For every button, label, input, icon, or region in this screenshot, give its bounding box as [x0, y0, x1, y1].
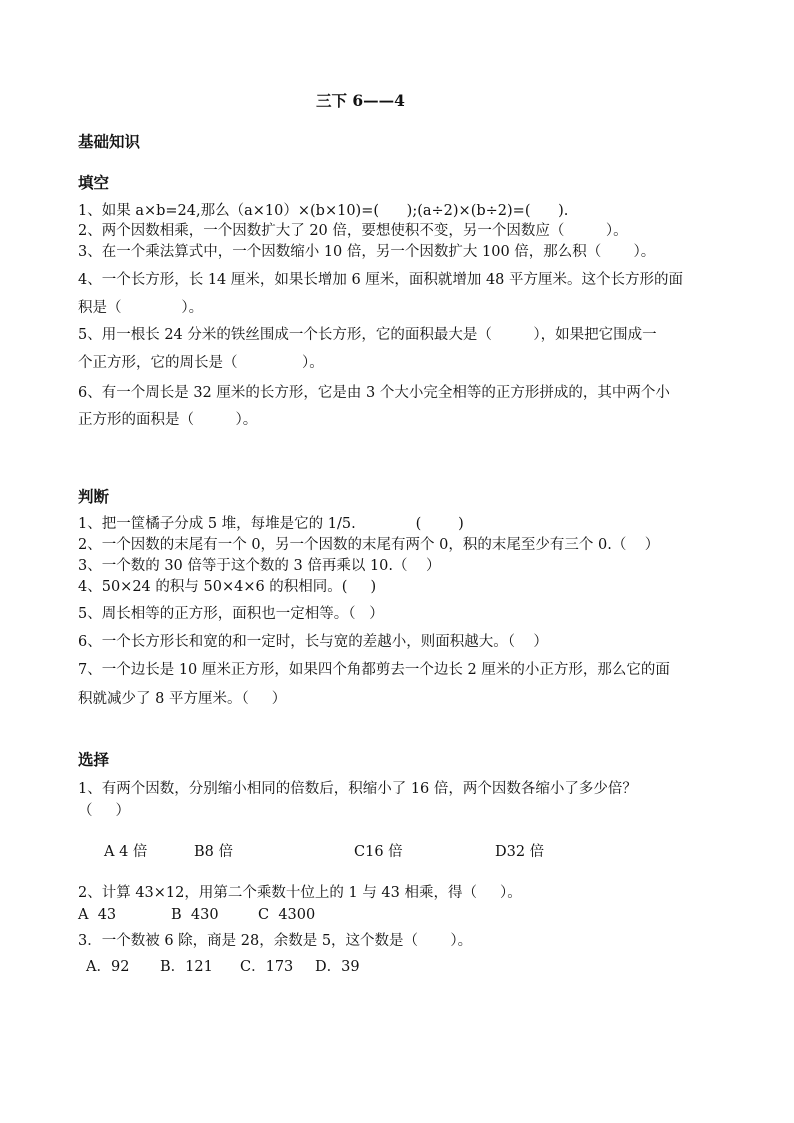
choice-3-option-a: A．92	[86, 959, 130, 975]
fill-question-2: 2、两个因数相乘，一个因数扩大了 20 倍，要想使积不变，另一个因数应（ ）。	[78, 223, 628, 239]
fill-question-5-line-1: 5、用一根长 24 分米的铁丝围成一个长方形，它的面积最大是（ ），如果把它围成一	[78, 327, 657, 343]
judge-question-6: 6、一个长方形长和宽的和一定时，长与宽的差越小，则面积越大。（ ）	[78, 634, 548, 650]
choice-1-option-b: B8 倍	[194, 844, 233, 860]
judge-question-4: 4、50×24 的积与 50×4×6 的积相同。( )	[78, 579, 377, 595]
choice-question-1-line-2: （ ）	[78, 803, 131, 819]
choice-1-option-d: D32 倍	[495, 844, 545, 860]
choice-3-option-d: D．39	[315, 959, 360, 975]
fill-question-4-line-2: 积是（ ）。	[78, 300, 204, 316]
judge-question-7-line-1: 7、一个边长是 10 厘米正方形，如果四个角都剪去一个边长 2 厘米的小正方形，那么它的面	[78, 662, 670, 678]
fill-heading: 填空	[78, 173, 110, 192]
judge-question-1: 1、把一筐橘子分成 5 堆，每堆是它的 1/5. ( )	[78, 516, 464, 532]
choice-1-option-a: A 4 倍	[104, 844, 148, 860]
judge-question-7-line-2: 积就减少了 8 平方厘米。（ ）	[78, 691, 287, 707]
choice-3-option-c: C．173	[240, 959, 294, 975]
choice-question-2: 2、计算 43×12，用第二个乘数十位上的 1 与 43 相乘，得（ ）。	[78, 885, 522, 901]
choice-3-option-b: B．121	[160, 959, 213, 975]
judge-question-5: 5、周长相等的正方形，面积也一定相等。（ ）	[78, 606, 384, 622]
choice-1-option-c: C16 倍	[354, 844, 403, 860]
judge-question-2: 2、一个因数的末尾有一个 0，另一个因数的末尾有两个 0，积的末尾至少有三个 0.（ ）	[78, 537, 660, 553]
section-basic-knowledge: 基础知识	[78, 132, 141, 151]
fill-question-6-line-1: 6、有一个周长是 32 厘米的长方形，它是由 3 个大小完全相等的正方形拼成的，其中两个小	[78, 385, 670, 401]
fill-question-1: 1、如果 a×b=24,那么（a×10）×(b×10)=( );(a÷2)×(b÷2)=( ).	[78, 203, 569, 219]
judge-heading: 判断	[78, 487, 110, 506]
choice-2-option-b: B 430	[171, 907, 219, 923]
judge-question-3: 3、一个数的 30 倍等于这个数的 3 倍再乘以 10.（ ）	[78, 558, 441, 574]
choice-question-3: 3．一个数被 6 除，商是 28，余数是 5，这个数是（ ）。	[78, 933, 473, 949]
fill-question-4-line-1: 4、一个长方形，长 14 厘米，如果长增加 6 厘米，面积就增加 48 平方厘米。这个长方形的面	[78, 272, 684, 288]
page-title: 三下 6——4	[316, 91, 405, 110]
choice-2-option-c: C 4300	[258, 907, 316, 923]
fill-question-5-line-2: 个正方形，它的周长是（ ）。	[78, 355, 324, 371]
choice-question-1-line-1: 1、有两个因数，分别缩小相同的倍数后，积缩小了 16 倍，两个因数各缩小了多少倍？	[78, 781, 637, 797]
fill-question-6-line-2: 正方形的面积是（ ）。	[78, 412, 258, 428]
choice-2-option-a: A 43	[78, 907, 117, 923]
choice-heading: 选择	[78, 750, 110, 769]
fill-question-3: 3、在一个乘法算式中，一个因数缩小 10 倍，另一个因数扩大 100 倍，那么积（ ）。	[78, 244, 656, 260]
